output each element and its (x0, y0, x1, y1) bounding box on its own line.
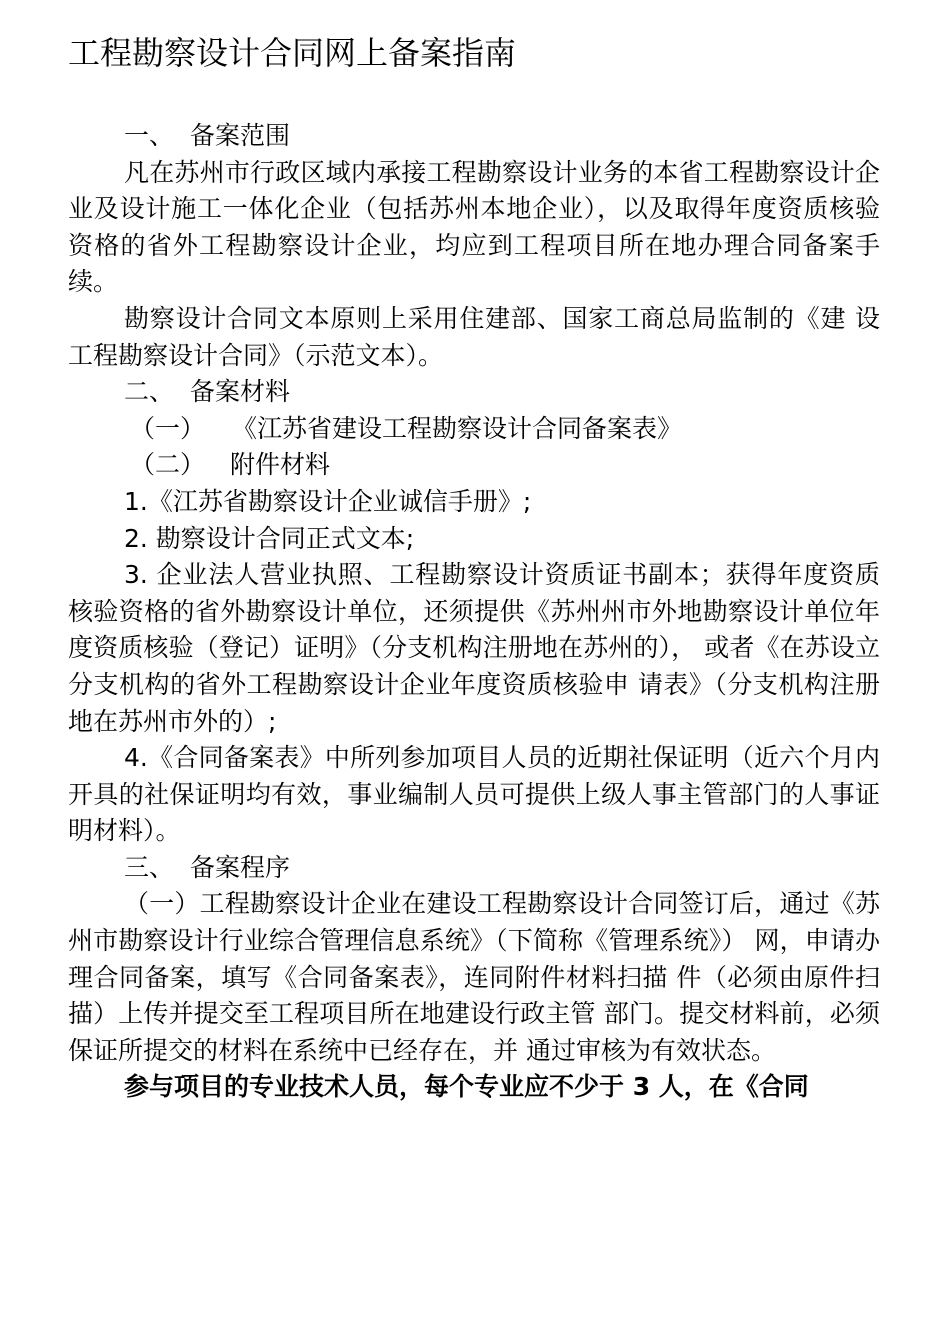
list-item-2: 2. 勘察设计合同正式文本; (124, 523, 415, 553)
paragraph-procedure-bold: 参与项目的专业技术人员，每个专业应不少于 3 人，在《合同 (124, 1072, 809, 1102)
paragraph-scope-1: 凡在苏州市行政区域内承接工程勘察设计业务的本省工程勘察设计企业及设计施工一体化企业（包括苏州本地企业），以及取得年度资质核验资格的省外工程勘察设计企业，均应到工程项目所在地办理合同备案手续。 (68, 157, 880, 297)
list-item-4: 4.《合同备案表》中所列参加项目人员的近期社保证明（近六个月内开具的社保证明均有效，事业编制人员可提供上级人事主管部门的人事证明材料）。 (68, 743, 880, 846)
section-heading-procedure (68, 850, 880, 887)
section-number: 二、 (124, 377, 175, 407)
subsection-form (68, 411, 880, 448)
document-title: 工程勘察设计合同网上备案指南 (68, 34, 517, 72)
subsection-number: （一） (130, 413, 206, 443)
list-item-3: 3. 企业法人营业执照、工程勘察设计资质证书副本；获得年度资质核验资格的省外勘察设计单位，还须提供《苏州州市外地勘察设计单位年度资质核验（登记）证明》（分支机构注册地在苏州的）， 或者《在苏设立分支机构的省外工程勘察设计企业年度资质核验申 请表》（分支机构注册地在苏州市外的）; (68, 560, 880, 736)
section-heading-scope (68, 118, 880, 155)
subsection-number: （二） (130, 450, 206, 480)
section-title: 备案范围 (190, 121, 291, 150)
section-title: 备案材料 (190, 377, 291, 407)
section-number: 三、 (124, 852, 175, 882)
subsection-attachments (68, 447, 880, 484)
section-heading-materials (68, 374, 880, 411)
document-page (68, 30, 880, 1106)
subsection-title: 《江苏省建设工程勘察设计合同备案表》 (232, 413, 683, 443)
subsection-title: 附件材料 (230, 450, 331, 480)
list-item-1: 1.《江苏省勘察设计企业诚信手册》; (124, 486, 532, 516)
section-title: 备案程序 (190, 852, 291, 882)
paragraph-procedure-1: （一）工程勘察设计企业在建设工程勘察设计合同签订后，通过《苏州市勘察设计行业综合管理信息系统》（下简称《管理系统》） 网，申请办理合同备案，填写《合同备案表》，连同附件材料扫描 件（必须由原件扫描）上传并提交至工程项目所在地建设行政主管 部门。提交材料前，必须保证所提交的材料在系统中已经存在，并 通过审核为有效状态。 (68, 889, 880, 1065)
section-number: 一、 (124, 121, 175, 150)
paragraph-scope-2: 勘察设计合同文本原则上采用住建部、国家工商总局监制的《建 设工程勘察设计合同》（示范文本）。 (68, 303, 880, 370)
